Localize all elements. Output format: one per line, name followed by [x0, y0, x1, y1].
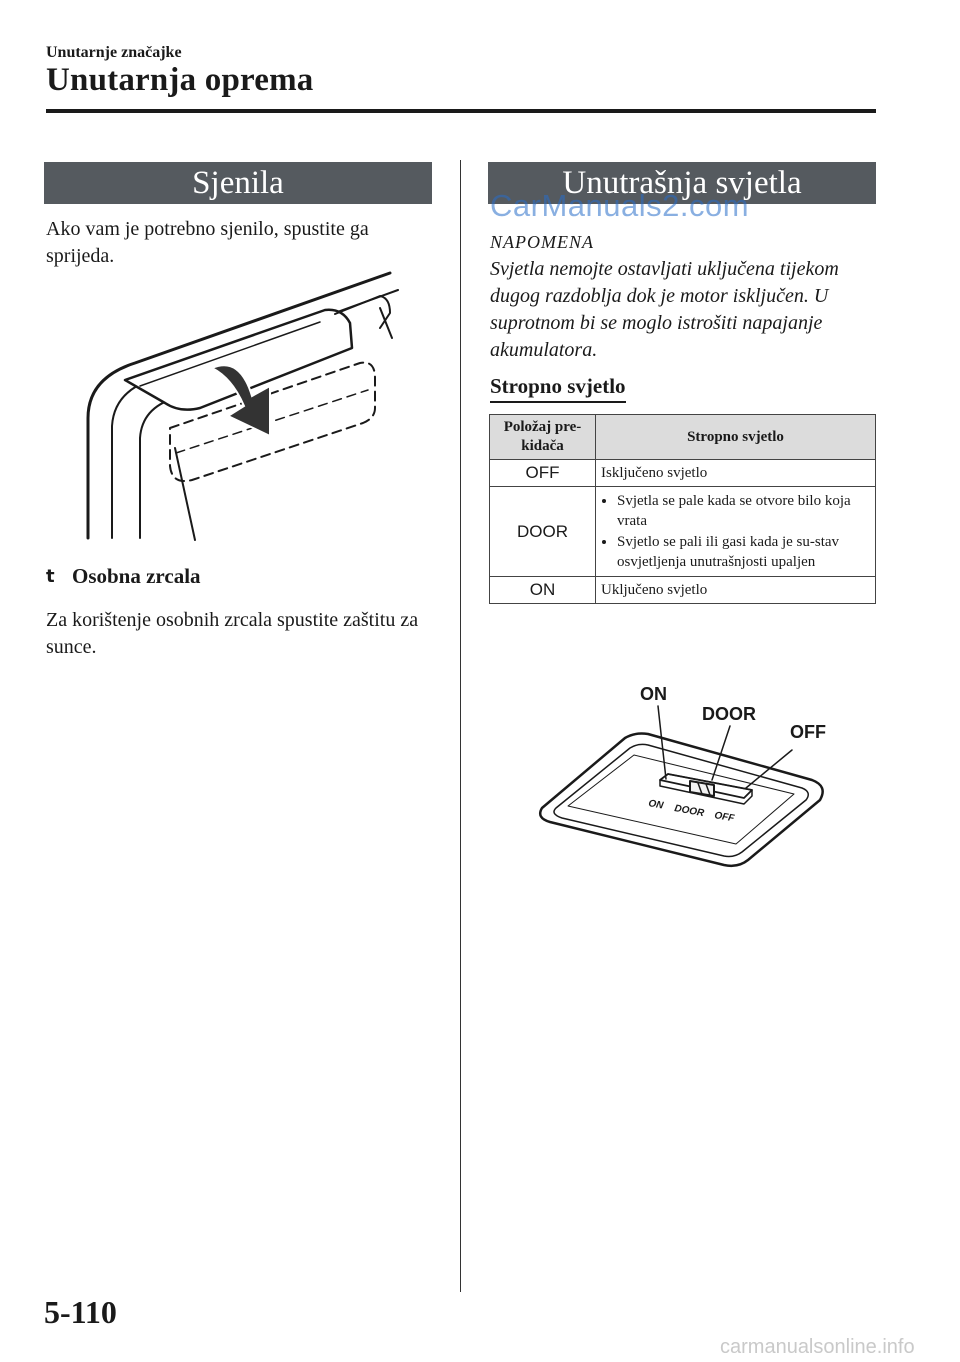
sjenila-paragraph: Ako vam je potrebno sjenilo, spustite ga sprijeda. [46, 218, 369, 267]
switch-label-on: ON [647, 798, 665, 812]
note-heading: NAPOMENA [490, 232, 594, 252]
section-bar-title: Unutrašnja svjetla [562, 164, 802, 201]
header-rule [46, 109, 876, 113]
position-off: OFF [490, 460, 596, 487]
description-on: Uključeno svjetlo [596, 577, 876, 604]
page-title: Unutarnja oprema [46, 62, 314, 98]
callout-on: ON [640, 684, 667, 704]
list-item: • Svjetla se pale kada se otvore bilo koja vrata [617, 491, 870, 531]
switch-position-table [489, 414, 876, 604]
table-row [490, 460, 876, 487]
description-door [596, 487, 876, 577]
section-bar-sjenila [44, 162, 432, 204]
switch-label-door: DOOR [673, 803, 705, 820]
description-off: Isključeno svjetlo [596, 460, 876, 487]
sun-visor-illustration [80, 268, 430, 548]
subsection-heading-zrcala [46, 564, 201, 589]
list-item: • Svjetlo se pali ili gasi kada je su-stav osvjetljenja unutrašnjosti upaljen [617, 532, 870, 572]
table-row [490, 487, 876, 577]
note-text: Svjetla nemojte ostavljati uključena tijekom dugog razdoblja dok je motor isključen. U suprotnom bi se moglo istrošiti napajanje akumulatora. [490, 258, 839, 361]
position-door: DOOR [490, 487, 596, 577]
page-number: 5-110 [44, 1294, 117, 1330]
zrcala-paragraph: Za korištenje osobnih zrcala spustite zaštitu za sunce. [46, 609, 419, 658]
table-header-row [490, 415, 876, 460]
footer-watermark: carmanualsonline.info [720, 1336, 915, 1358]
table-header-position: Položaj pre-kidača [490, 415, 596, 460]
table-header-light: Stropno svjetlo [596, 415, 876, 460]
column-divider [460, 160, 461, 1292]
callout-door: DOOR [702, 704, 756, 724]
table-row [490, 577, 876, 604]
watermark: CarManuals2.com [490, 188, 750, 223]
position-on: ON [490, 577, 596, 604]
section-bar-title: Sjenila [192, 164, 284, 201]
subsection-heading-stropno: Stropno svjetlo [490, 374, 626, 403]
ceiling-light-illustration [530, 680, 835, 875]
bullet-symbol: t [46, 566, 55, 587]
subsection-title: Osobna zrcala [72, 564, 201, 588]
switch-label-off: OFF [713, 810, 736, 825]
section-label: Unutarnje značajke [46, 44, 182, 61]
callout-off: OFF [790, 722, 826, 742]
